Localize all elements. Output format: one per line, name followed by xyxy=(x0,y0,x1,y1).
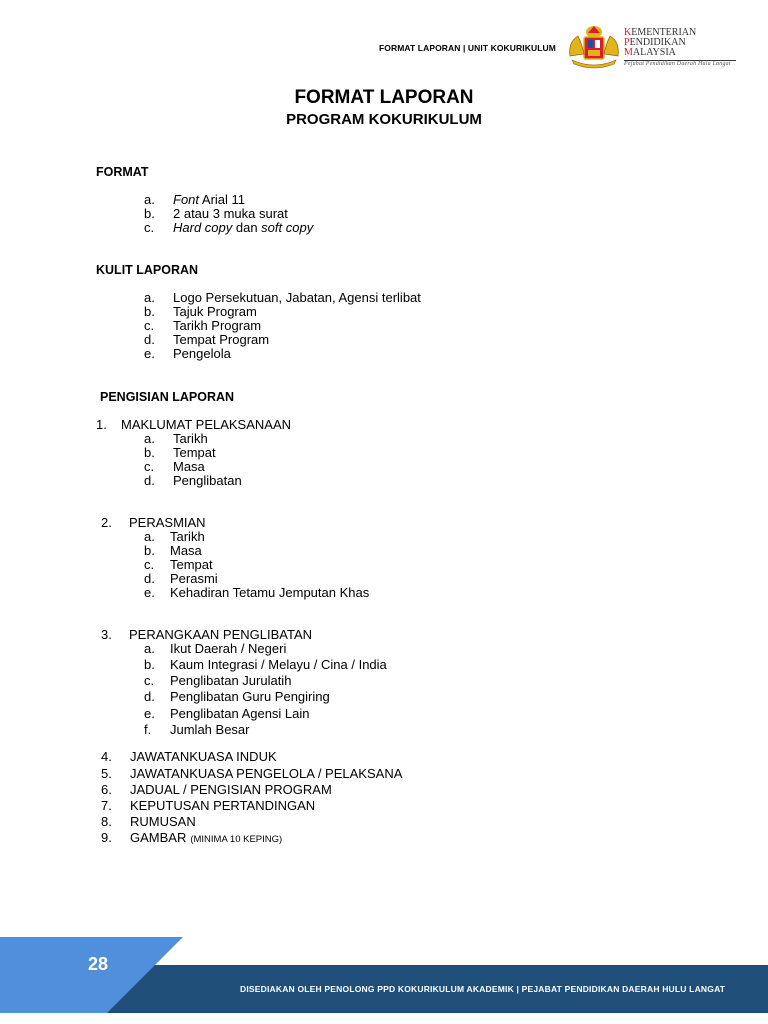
list-item xyxy=(144,460,205,474)
list-marker: b. xyxy=(144,304,155,319)
list-marker: a. xyxy=(144,641,155,656)
malaysia-coat-of-arms-icon xyxy=(566,24,622,70)
list-item xyxy=(144,446,216,460)
list-text: Jumlah Besar xyxy=(170,722,250,737)
list-item xyxy=(144,690,330,704)
page-number: 28 xyxy=(88,954,109,974)
list-marker: b. xyxy=(144,445,155,460)
list-item xyxy=(144,432,208,446)
page-title: FORMAT LAPORAN xyxy=(294,87,474,108)
list-item xyxy=(101,831,282,847)
list-marker: d. xyxy=(144,571,155,586)
list-item xyxy=(144,347,231,361)
list-item: a. Font Arial 11 xyxy=(144,192,246,207)
list-text: Kaum Integrasi / Melayu / Cina / India xyxy=(170,657,387,672)
list-text: Perasmi xyxy=(170,571,218,586)
list-marker: c. xyxy=(144,318,155,333)
ministry-wordmark: KEMENTERIAN PENDIDIKAN MALAYSIA xyxy=(624,27,697,58)
list-text: Ikut Daerah / Negeri xyxy=(170,641,287,656)
list-item xyxy=(101,783,332,797)
list-text: Tarikh Program xyxy=(173,318,262,333)
list-marker: 7. xyxy=(101,798,112,813)
numbered-item: 2. PERASMIAN xyxy=(101,515,206,530)
section-heading-pengisian: PENGISIAN LAPORAN xyxy=(100,390,235,404)
numbered-item: 3. PERANGKAAN PENGLIBATAN xyxy=(101,627,313,642)
page-subtitle: PROGRAM KOKURIKULUM xyxy=(286,111,482,128)
ministry-district-label: Pejabat Pendidikan Daerah Hulu Langat xyxy=(624,61,731,67)
list-text: Penglibatan Jurulatih xyxy=(170,673,292,688)
list-marker: e. xyxy=(144,585,155,600)
list-item xyxy=(144,658,387,672)
list-text: RUMUSAN xyxy=(130,814,196,829)
list-marker: c. xyxy=(144,673,155,688)
list-text: Tempat xyxy=(173,445,216,460)
list-marker: a. xyxy=(144,529,155,544)
list-marker: a. xyxy=(144,290,155,305)
list-marker: d. xyxy=(144,689,155,704)
list-item xyxy=(144,707,310,721)
list-marker: c. xyxy=(144,557,155,572)
list-marker: e. xyxy=(144,706,155,721)
list-marker: c. xyxy=(144,459,155,474)
list-text: JAWATANKUASA PENGELOLA / PELAKSANA xyxy=(130,766,403,781)
list-marker: 8. xyxy=(101,814,112,829)
section-heading-kulit: KULIT LAPORAN xyxy=(96,263,199,277)
list-item xyxy=(144,586,369,600)
list-marker: b. xyxy=(144,657,155,672)
list-item xyxy=(144,530,205,544)
list-item xyxy=(144,674,291,688)
list-item xyxy=(101,799,315,813)
list-text: Pengelola xyxy=(173,346,231,361)
list-marker: d. xyxy=(144,332,155,347)
list-text: Masa xyxy=(170,543,202,558)
list-text: Tarikh xyxy=(170,529,205,544)
list-item xyxy=(101,750,277,764)
footer-page-tab xyxy=(0,937,183,1013)
list-marker: 5. xyxy=(101,766,112,781)
list-item xyxy=(144,723,249,737)
list-item xyxy=(144,305,257,319)
list-item xyxy=(101,767,402,781)
list-item xyxy=(144,642,286,656)
list-marker: d. xyxy=(144,473,155,488)
list-marker: 4. xyxy=(101,749,112,764)
list-text: JAWATANKUASA INDUK xyxy=(130,749,277,764)
list-marker: a. xyxy=(144,431,155,446)
list-text: Tajuk Program xyxy=(173,304,257,319)
list-item: b. 2 atau 3 muka surat xyxy=(144,206,288,221)
list-item: c. Hard copy dan soft copy xyxy=(144,220,314,235)
list-item xyxy=(144,572,218,586)
list-item xyxy=(144,474,242,488)
list-text: Tarikh xyxy=(173,431,208,446)
list-text: Tempat Program xyxy=(173,332,270,347)
list-marker: 9. xyxy=(101,830,112,845)
list-text: Tempat xyxy=(170,557,213,572)
list-marker: e. xyxy=(144,346,155,361)
list-text: Logo Persekutuan, Jabatan, Agensi terlibat xyxy=(173,290,421,305)
list-item xyxy=(144,319,261,333)
list-marker: 6. xyxy=(101,782,112,797)
list-text: JADUAL / PENGISIAN PROGRAM xyxy=(130,782,332,797)
section-heading-format: FORMAT xyxy=(96,165,149,179)
list-text: Kehadiran Tetamu Jemputan Khas xyxy=(170,585,370,600)
list-text: GAMBAR xyxy=(130,830,187,845)
list-item xyxy=(144,544,202,558)
list-marker: f. xyxy=(144,722,152,737)
list-marker: b. xyxy=(144,543,155,558)
list-note: (MINIMA 10 KEPING) xyxy=(190,834,283,845)
list-item xyxy=(101,815,196,829)
footer-credit: DISEDIAKAN OLEH PENOLONG PPD KOKURIKULUM AKADEMIK | PEJABAT PENDIDIKAN DAERAH HULU LANGAT xyxy=(240,984,726,994)
list-item xyxy=(144,558,213,572)
list-item xyxy=(144,333,269,347)
numbered-item: 1. MAKLUMAT PELAKSANAAN xyxy=(96,417,292,432)
list-item xyxy=(144,291,421,305)
list-text: Penglibatan Agensi Lain xyxy=(170,706,310,721)
running-header: FORMAT LAPORAN | UNIT KOKURIKULUM xyxy=(379,43,556,53)
list-text: Penglibatan Guru Pengiring xyxy=(170,689,330,704)
list-text: KEPUTUSAN PERTANDINGAN xyxy=(130,798,316,813)
list-text: Penglibatan xyxy=(173,473,242,488)
list-text: Masa xyxy=(173,459,205,474)
